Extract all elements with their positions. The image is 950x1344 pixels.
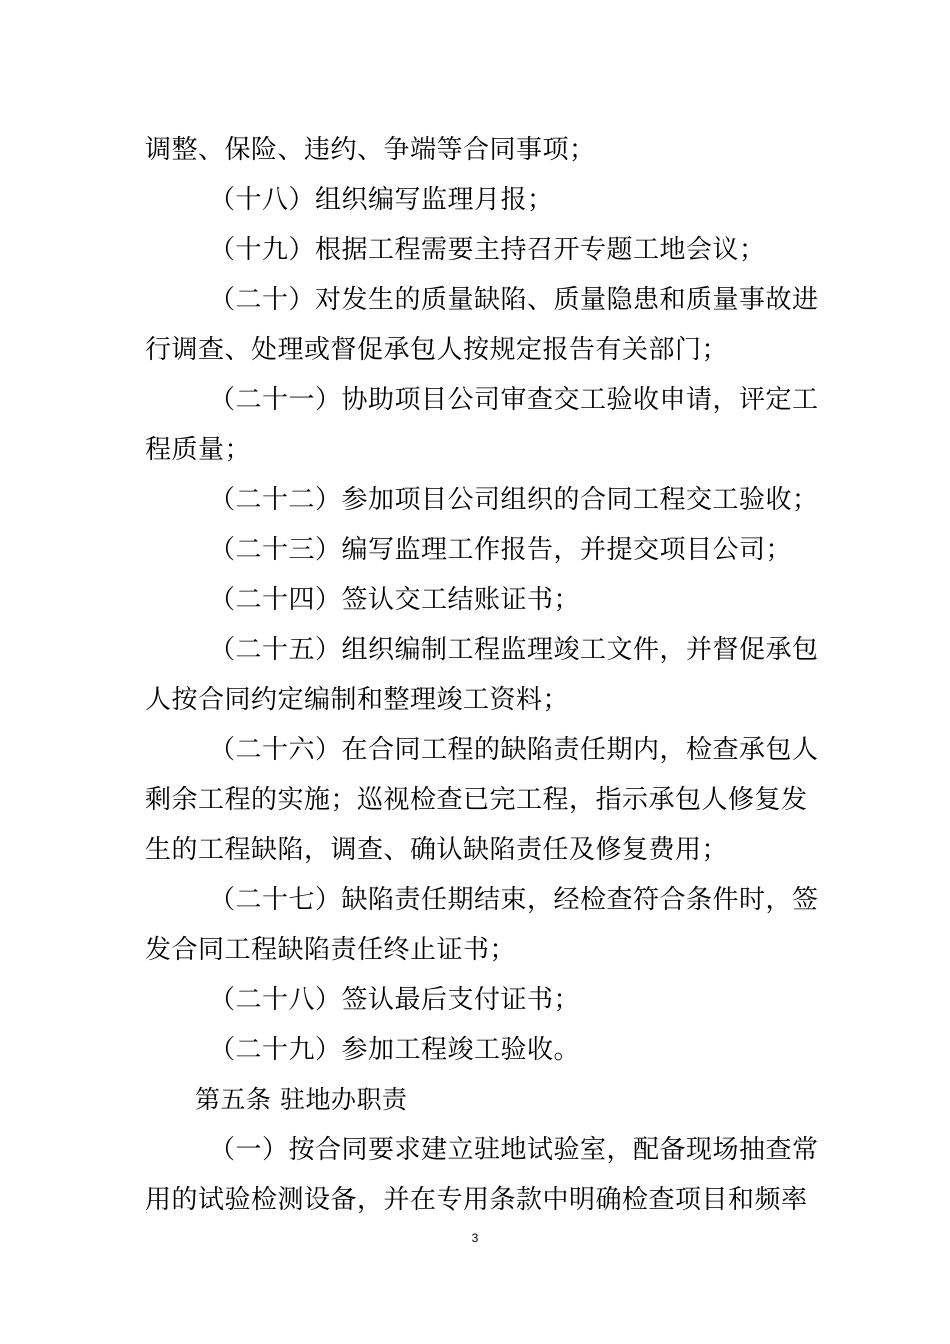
list-item: （二十三）编写监理工作报告，并提交项目公司； <box>209 535 793 565</box>
document-body <box>145 125 819 1225</box>
text-line: 剩余工程的实施；巡视检查已完工程，指示承包人修复发 <box>145 785 808 815</box>
list-item: （二十一）协助项目公司审查交工验收申请，评定工 <box>209 385 819 415</box>
list-item: （十九）根据工程需要主持召开专题工地会议； <box>209 235 766 265</box>
list-item: （二十九）参加工程竣工验收。 <box>209 1035 581 1065</box>
text-line: 程质量； <box>145 435 252 465</box>
text-line: 生的工程缺陷，调查、确认缺陷责任及修复费用； <box>145 835 729 865</box>
list-item: （二十八）签认最后支付证书； <box>209 985 581 1015</box>
list-item: （二十六）在合同工程的缺陷责任期内，检查承包人 <box>209 735 819 765</box>
list-item: （二十）对发生的质量缺陷、质量隐患和质量事故进 <box>209 285 819 315</box>
list-item: （二十四）签认交工结账证书； <box>209 585 581 615</box>
list-item: （一）按合同要求建立驻地试验室，配备现场抽查常 <box>209 1135 819 1165</box>
text-line: 用的试验检测设备，并在专用条款中明确检查项目和频率 <box>145 1185 808 1215</box>
page-number: 3 <box>471 1231 479 1245</box>
section-heading: 第五条 驻地办职责 <box>195 1085 408 1114</box>
list-item: （二十二）参加项目公司组织的合同工程交工验收； <box>209 485 819 515</box>
text-line: 人按合同约定编制和整理竣工资料； <box>145 685 570 715</box>
list-item: （二十七）缺陷责任期结束，经检查符合条件时，签 <box>209 885 819 915</box>
text-line: 行调查、处理或督促承包人按规定报告有关部门； <box>145 335 729 365</box>
text-line: 发合同工程缺陷责任终止证书； <box>145 935 517 965</box>
list-item: （二十五）组织编制工程监理竣工文件，并督促承包 <box>209 635 819 665</box>
list-item: （十八）组织编写监理月报； <box>209 185 554 215</box>
text-line: 调整、保险、违约、争端等合同事项； <box>145 135 596 165</box>
